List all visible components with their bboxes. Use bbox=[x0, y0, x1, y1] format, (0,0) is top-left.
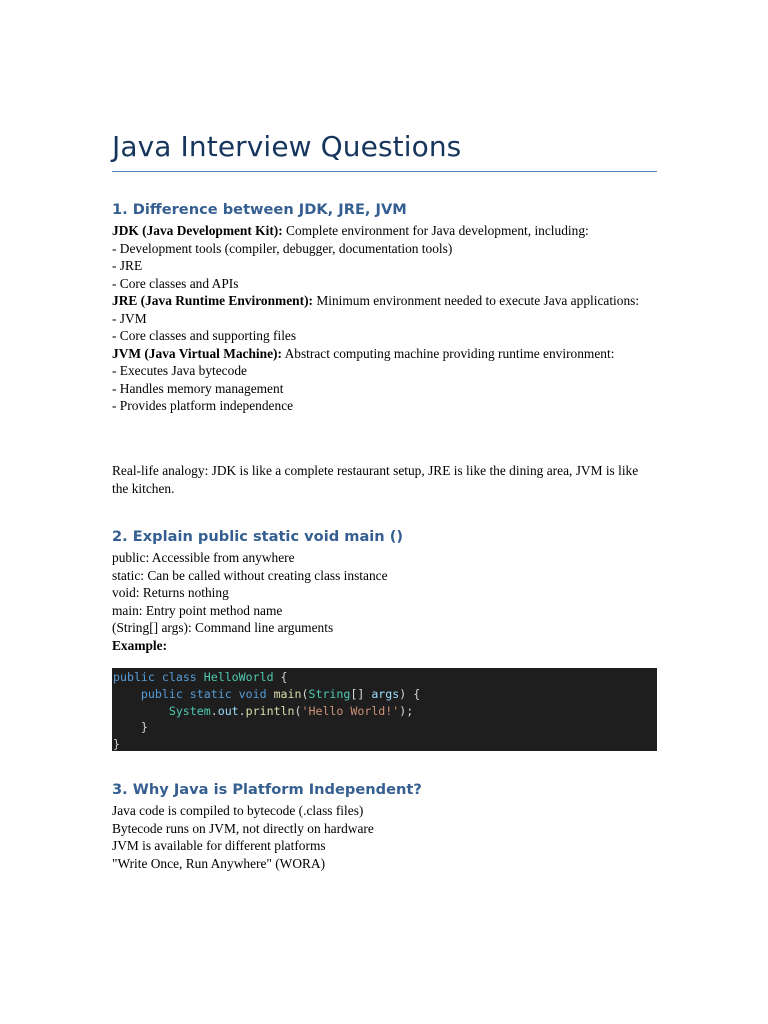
jre-definition bbox=[112, 292, 657, 310]
section-2-body bbox=[112, 549, 657, 654]
list-item: - Core classes and APIs bbox=[112, 275, 239, 291]
list-item: void: Returns nothing bbox=[112, 585, 229, 600]
section-3-body bbox=[112, 802, 657, 872]
list-item: Java code is compiled to bytecode (.class files) bbox=[112, 803, 364, 818]
list-item: - Executes Java bytecode bbox=[112, 363, 247, 378]
code-line: public static void main(String[] args) { bbox=[140, 686, 421, 701]
jvm-term: JVM (Java Virtual Machine): bbox=[112, 345, 282, 361]
analogy-text: Real-life analogy: JDK is like a complete restaurant setup, JRE is like the dining area, JVM is like the kitchen. bbox=[112, 463, 639, 496]
list-item: public: Accessible from anywhere bbox=[112, 550, 295, 565]
list-item: JVM is available for different platforms bbox=[112, 838, 326, 853]
jdk-term: JDK (Java Development Kit): bbox=[112, 223, 283, 238]
document-title: Java Interview Questions bbox=[112, 130, 462, 163]
list-item: (String[] args): Command line arguments bbox=[112, 620, 334, 635]
jvm-definition bbox=[112, 345, 657, 363]
code-line: } bbox=[113, 720, 148, 735]
section-3-heading: 3. Why Java is Platform Independent? bbox=[112, 781, 422, 798]
code-line: public class HelloWorld { bbox=[113, 670, 288, 684]
list-item: - JRE bbox=[112, 258, 143, 273]
list-item: - Core classes and supporting files bbox=[112, 328, 297, 343]
jre-term: JRE (Java Runtime Environment): bbox=[112, 293, 313, 308]
code-block bbox=[112, 668, 657, 751]
analogy-paragraph bbox=[112, 462, 657, 497]
section-1-body bbox=[112, 222, 657, 415]
jre-description: Minimum environment needed to execute Java applications: bbox=[312, 293, 640, 308]
code-line: System.out.println('Hello World!'); bbox=[168, 703, 414, 718]
list-item: Bytecode runs on JVM, not directly on hardware bbox=[112, 820, 374, 836]
section-2-heading: 2. Explain public static void main () bbox=[112, 528, 404, 545]
section-1-heading: 1. Difference between JDK, JRE, JVM bbox=[112, 201, 407, 218]
list-item: - Handles memory management bbox=[112, 380, 284, 396]
list-item: - JVM bbox=[112, 310, 147, 326]
list-item: - Provides platform independence bbox=[112, 398, 294, 413]
title-underline bbox=[112, 171, 657, 172]
list-item: - Development tools (compiler, debugger, documentation tools) bbox=[112, 240, 453, 256]
jdk-description: Complete environment for Java development, including: bbox=[282, 223, 589, 238]
code-line: } bbox=[113, 737, 120, 752]
list-item: static: Can be called without creating class instance bbox=[112, 567, 388, 583]
list-item: "Write Once, Run Anywhere" (WORA) bbox=[112, 855, 326, 871]
jdk-definition bbox=[112, 222, 657, 240]
jvm-description: Abstract computing machine providing runtime environment: bbox=[281, 345, 615, 361]
list-item: main: Entry point method name bbox=[112, 602, 283, 618]
example-label: Example: bbox=[112, 637, 168, 653]
